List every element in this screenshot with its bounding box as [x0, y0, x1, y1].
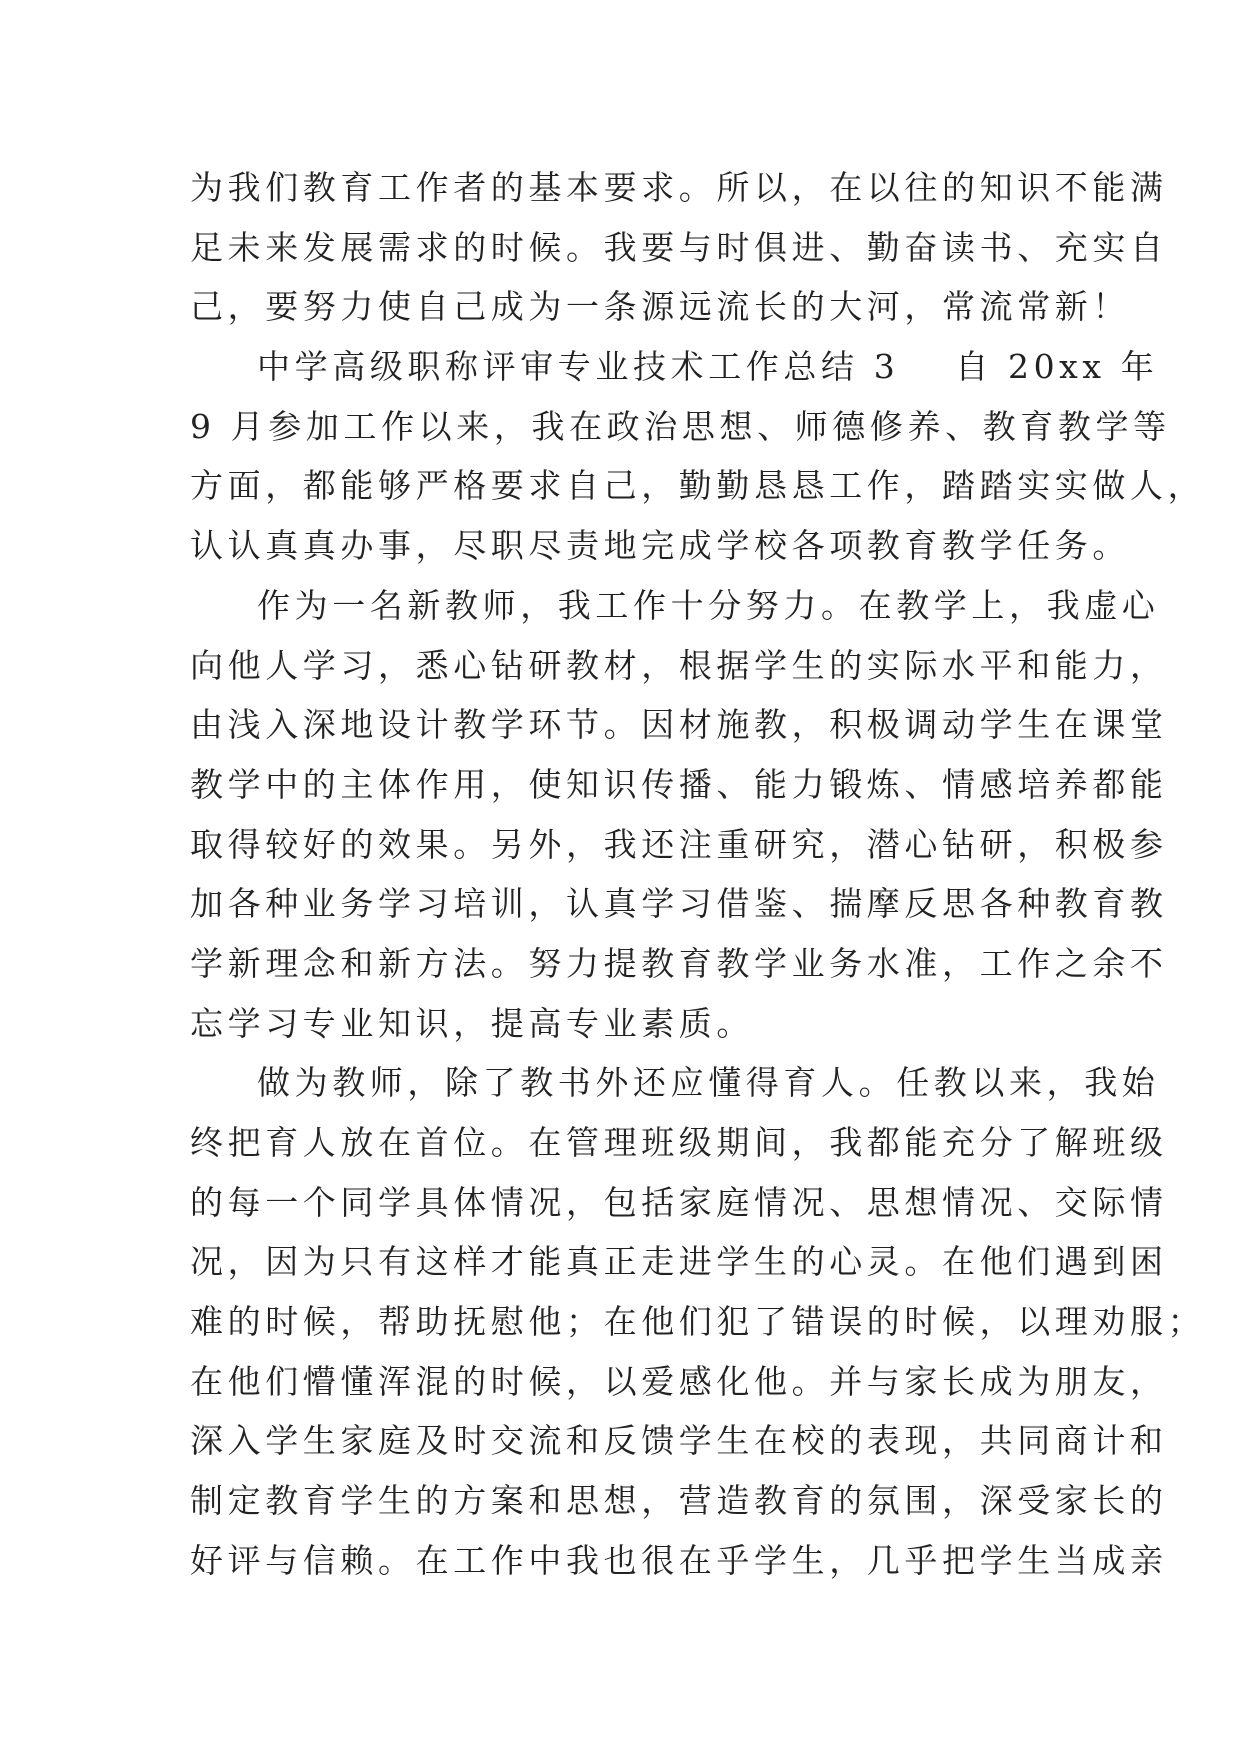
text-line: 深入学生家庭及时交流和反馈学生在校的表现，共同商计和 [190, 1421, 1168, 1461]
text-line: 好评与信赖。在工作中我也很在乎学生，几乎把学生当成亲 [190, 1540, 1168, 1580]
text-line: 况，因为只有这样才能真正走进学生的心灵。在他们遇到困 [190, 1242, 1168, 1282]
text-line: 加各种业务学习培训，认真学习借鉴、揣摩反思各种教育教 [190, 884, 1168, 924]
text-line: 制定教育学生的方案和思想，营造教育的氛围，深受家长的 [190, 1481, 1168, 1521]
paragraph-first-line: 作为一名新教师，我工作十分努力。在教学上，我虚心 [257, 585, 1160, 625]
text-line: 9 月参加工作以来，我在政治思想、师德修养、教育教学等 [190, 406, 1171, 446]
text-line: 终把育人放在首位。在管理班级期间，我都能充分了解班级 [190, 1123, 1168, 1162]
paragraph-first-line: 做为教师，除了教书外还应懂得育人。任教以来，我始 [257, 1063, 1160, 1103]
section-title: 中学高级职称评审专业技术工作总结 3 [257, 347, 900, 387]
section-lead-text: 自 20xx 年 [955, 347, 1159, 387]
text-line: 方面，都能够严格要求自己，勤勤恳恳工作，踏踏实实做人， [190, 466, 1206, 506]
document-body [190, 158, 1206, 1591]
text-line: 己，要努力使自己成为一条源远流长的大河，常流常新！ [190, 287, 1130, 327]
text-line: 在他们懵懂浑混的时候，以爱感化他。并与家长成为朋友， [190, 1361, 1168, 1401]
text-line: 取得较好的效果。另外，我还注重研究，潜心钻研，积极参 [190, 824, 1168, 864]
text-line: 足未来发展需求的时候。我要与时俱进、勤奋读书、充实自 [190, 227, 1168, 267]
text-line: 学新理念和新方法。努力提教育教学业务水准，工作之余不 [190, 943, 1168, 983]
text-line: 忘学习专业知识，提高专业素质。 [190, 1003, 754, 1043]
text-line: 认认真真办事，尽职尽责地完成学校各项教育教学任务。 [190, 526, 1130, 566]
text-line: 为我们教育工作者的基本要求。所以，在以往的知识不能满 [190, 168, 1168, 207]
text-line: 的每一个同学具体情况，包括家庭情况、思想情况、交际情 [190, 1182, 1168, 1222]
section-heading [190, 337, 1159, 397]
text-line: 向他人学习，悉心钻研教材，根据学生的实际水平和能力， [190, 645, 1168, 685]
text-line: 教学中的主体作用，使知识传播、能力锻炼、情感培养都能 [190, 764, 1168, 804]
text-line: 由浅入深地设计教学环节。因材施教，积极调动学生在课堂 [190, 705, 1168, 745]
text-line: 难的时候，帮助抚慰他；在他们犯了错误的时候，以理劝服； [190, 1302, 1206, 1342]
